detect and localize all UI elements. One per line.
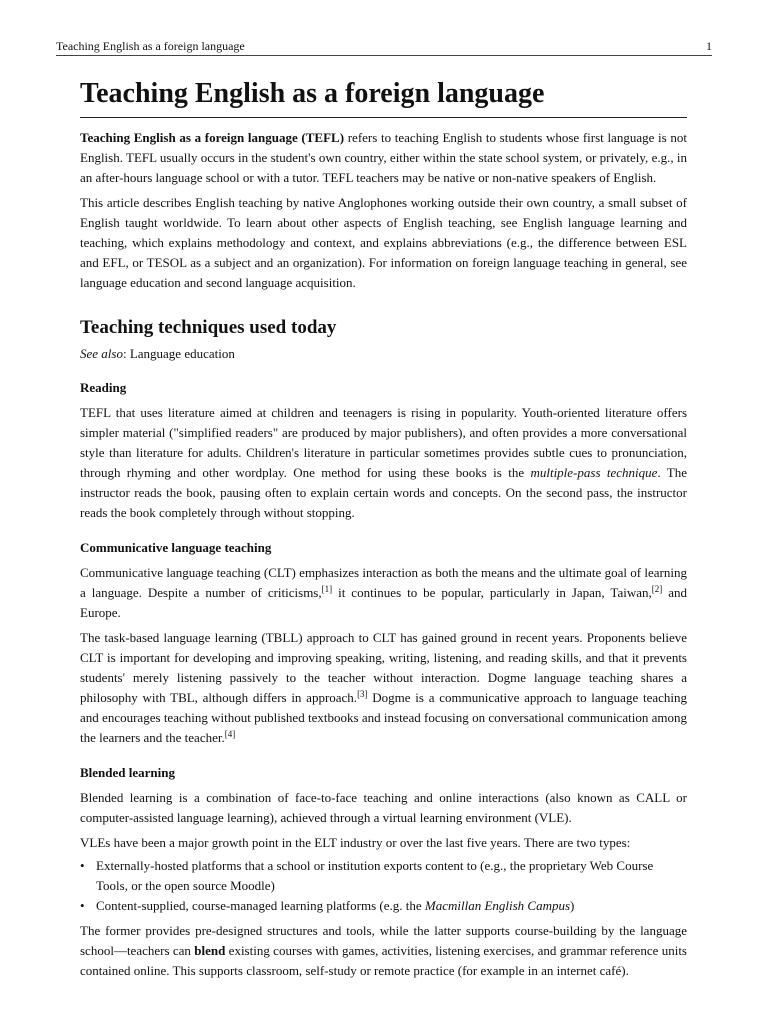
ref-2: [2] <box>651 584 663 594</box>
article-body <box>80 75 687 981</box>
reading-italic-term: multiple-pass technique <box>530 465 658 480</box>
running-title: Teaching English as a foreign language <box>56 39 245 53</box>
bullet-icon: • <box>80 898 85 913</box>
list-item <box>80 896 687 916</box>
intro-paragraph <box>80 128 687 188</box>
clt-paragraph-1 <box>80 563 687 623</box>
clt-paragraph-2 <box>80 628 687 748</box>
blended-paragraph-3 <box>80 921 687 981</box>
subheading-reading: Reading <box>80 380 127 395</box>
bullet-2-text-b: ) <box>570 898 575 913</box>
intro-text: refers to teaching English to students whose first language is not English. TEFL usually occurs in the student's own country, either within the state school system, or privately, e.g., in an after-hours language school or with a tutor. TEFL teachers may be native or non-native speakers of English. <box>80 130 687 185</box>
ref-1: [1] <box>321 584 333 594</box>
bullet-2-text-a: Content-supplied, course-managed learning platforms (e.g. the <box>96 898 425 913</box>
blended-p3-text-a: The former provides pre-designed structures and tools, while the latter supports course-building by the language school—teachers can <box>80 923 687 958</box>
clt-p1-text-c: and Europe. <box>80 585 687 620</box>
ref-4: [4] <box>224 729 236 739</box>
blended-paragraph-2: VLEs have been a major growth point in the ELT industry or over the last five years. There are two types: <box>80 835 631 850</box>
bullet-2-italic: Macmillan English Campus <box>424 898 571 913</box>
page-number: 1 <box>706 39 712 53</box>
vle-type-list <box>80 856 687 916</box>
see-also-line <box>80 344 687 364</box>
clt-p2-text-b: Dogme is a communicative approach to language teaching and encourages teaching without published textbooks and instead focusing on conversational communication among the learners and the teacher. <box>80 690 687 745</box>
see-also-label: See also <box>80 346 123 361</box>
blended-paragraph-1: Blended learning is a combination of face-to-face teaching and online interactions (also known as CALL or computer-assisted language learning), achieved through a virtual learning environment (VLE). <box>80 790 687 825</box>
blended-p3-bold: blend <box>194 943 226 958</box>
running-header <box>56 37 712 56</box>
reading-text-1: TEFL that uses literature aimed at children and teenagers is rising in popularity. Youth-oriented literature offers simpler material ("simplified readers" are produced by major publishers), and often provides a more conversational style than literature for adults. Children's literature in particular sometimes provides subtle cues to pronunciation, through rhyming and other wordplay. One method for using these books is the <box>80 405 687 480</box>
reading-text-2: . The instructor reads the book, pausing often to explain certain words and concepts. On the second pass, the instructor reads the book completely through without stopping. <box>80 465 687 520</box>
intro-term: Teaching English as a foreign language (TEFL) <box>80 130 345 145</box>
list-item <box>80 856 687 896</box>
bullet-icon: • <box>80 858 85 873</box>
clt-p1-text-a: Communicative language teaching (CLT) emphasizes interaction as both the means and the ultimate goal of learning a language. Despite a number of criticisms, <box>80 565 687 600</box>
section-heading-techniques: Teaching techniques used today <box>80 317 337 338</box>
clt-p1-text-b: it continues to be popular, particularly in Japan, Taiwan, <box>332 585 652 600</box>
intro-paragraph-2: This article describes English teaching by native Anglophones working outside their own country, a small subset of English taught worldwide. To learn about other aspects of English teaching, see English language learning and teaching, which explains methodology and context, and explains abbreviations (e.g., the difference between ESL and EFL, or TESOL as a subject and an organization). For information on foreign language teaching in general, see language education and second language acquisition. <box>80 195 687 290</box>
page-title: Teaching English as a foreign language <box>80 75 687 118</box>
clt-p2-text-a: The task-based language learning (TBLL) approach to CLT has gained ground in recent years. Proponents believe CLT is important for developing and improving speaking, writing, listening, and reading skills, and that it prevents students' merely listening passively to the teacher without interaction. Dogme language teaching shares a philosophy with TBL, although differs in approach. <box>80 630 687 705</box>
subheading-blended: Blended learning <box>80 765 175 780</box>
reading-paragraph <box>80 403 687 523</box>
blended-p3-text-b: existing courses with games, activities, listening exercises, and grammar reference units contained online. This supports classroom, self-study or remote practice (for example in an internet café). <box>80 943 687 978</box>
subheading-clt: Communicative language teaching <box>80 540 272 555</box>
ref-3: [3] <box>357 689 368 699</box>
see-also-text: : Language education <box>122 346 235 361</box>
bullet-1-text: Externally-hosted platforms that a school or institution exports content to (e.g., the proprietary Web Course Tools, or the open source Moodle) <box>96 858 654 893</box>
